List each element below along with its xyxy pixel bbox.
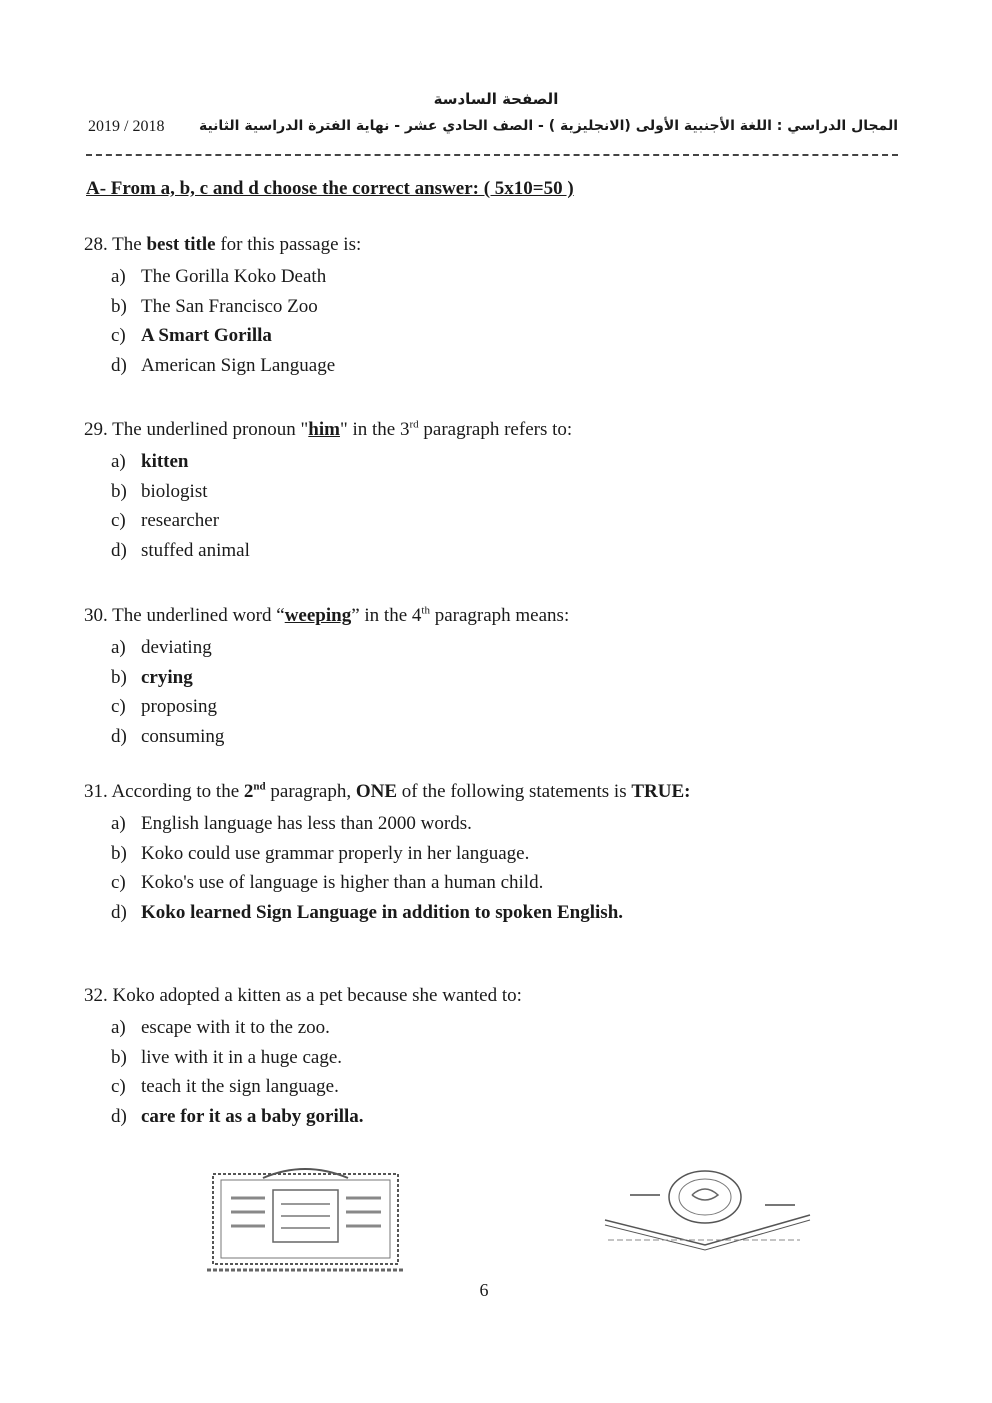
stem-text: The underlined word “ — [112, 605, 285, 626]
question-32 — [84, 984, 522, 1131]
option-label: d) — [111, 539, 127, 561]
option-b[interactable] — [111, 839, 690, 869]
ministry-stamp-left — [203, 1160, 408, 1275]
subject-header — [88, 118, 898, 134]
question-stem — [84, 418, 572, 442]
option-label: b) — [111, 480, 127, 502]
stem-emphasis: ONE — [355, 781, 398, 802]
page-label-arabic: الصفحة السادسة — [433, 90, 559, 108]
option-label: c) — [111, 1076, 126, 1097]
stem-text: " in the 3 — [339, 419, 410, 440]
option-label: d) — [111, 1105, 127, 1127]
option-text: stuffed animal — [141, 539, 250, 561]
option-text: The Gorilla Koko Death — [141, 266, 327, 287]
question-stem — [84, 604, 569, 628]
stem-text: paragraph refers to: — [418, 419, 573, 440]
option-text: consuming — [141, 725, 225, 747]
option-text: crying — [141, 666, 193, 688]
option-label: a) — [111, 637, 126, 658]
option-c[interactable] — [111, 506, 572, 536]
ordinal-suffix: nd — [253, 780, 266, 793]
options-list — [84, 447, 572, 565]
option-a[interactable] — [111, 809, 690, 839]
page-number: 6 — [479, 1280, 489, 1300]
option-text: kitten — [141, 451, 189, 472]
question-number: 29. — [84, 419, 108, 440]
option-label: a) — [111, 813, 126, 834]
stem-text: According to the — [111, 781, 244, 802]
options-list — [84, 633, 569, 751]
option-label: c) — [111, 872, 126, 893]
question-stem — [84, 233, 361, 257]
option-label: b) — [111, 1046, 127, 1068]
option-text: live with it in a huge cage. — [141, 1046, 343, 1068]
question-number: 28. — [84, 234, 108, 255]
academic-year: 2019 / 2018 — [88, 118, 165, 135]
option-b[interactable] — [111, 1043, 522, 1073]
underlined-word: him — [308, 419, 340, 440]
option-d[interactable] — [111, 898, 690, 928]
question-28 — [84, 233, 361, 380]
option-text: teach it the sign language. — [141, 1076, 339, 1097]
options-list — [84, 809, 690, 927]
option-c[interactable] — [111, 1072, 522, 1102]
option-label: a) — [111, 451, 126, 472]
option-text: Koko learned Sign Language in addition to spoken English. — [141, 901, 624, 923]
option-d[interactable] — [111, 1102, 522, 1132]
ordinal-number: 2 — [243, 781, 254, 802]
header-divider — [86, 154, 898, 156]
options-list — [84, 262, 361, 380]
option-text: English language has less than 2000 words. — [141, 813, 472, 834]
option-label: c) — [111, 325, 126, 346]
question-stem — [84, 780, 690, 804]
option-label: b) — [111, 666, 127, 688]
option-text: deviating — [141, 637, 212, 658]
option-label: c) — [111, 696, 126, 717]
option-label: b) — [111, 295, 127, 317]
options-list — [84, 1013, 522, 1131]
option-text: researcher — [141, 510, 220, 531]
option-b[interactable] — [111, 477, 572, 507]
option-text: Koko could use grammar properly in her language. — [141, 842, 530, 864]
question-30 — [84, 604, 569, 751]
stem-text: ” in the 4 — [351, 605, 422, 626]
option-c[interactable] — [111, 868, 690, 898]
option-text: escape with it to the zoo. — [141, 1017, 330, 1038]
stem-text: paragraph, — [265, 781, 356, 802]
option-label: c) — [111, 510, 126, 531]
stem-text: paragraph means: — [429, 605, 570, 626]
option-label: a) — [111, 1017, 126, 1038]
underlined-word: weeping — [284, 605, 352, 626]
option-c[interactable] — [111, 692, 569, 722]
stem-text: Koko adopted a kitten as a pet because she wanted to: — [112, 985, 522, 1006]
stem-text: of the following statements is — [397, 781, 632, 802]
question-31 — [84, 780, 690, 927]
option-text: The San Francisco Zoo — [141, 295, 318, 317]
option-a[interactable] — [111, 262, 361, 292]
ordinal-suffix: rd — [409, 418, 419, 431]
option-text: care for it as a baby gorilla. — [141, 1105, 364, 1127]
question-stem — [84, 984, 522, 1008]
question-29 — [84, 418, 572, 565]
option-a[interactable] — [111, 633, 569, 663]
ordinal-suffix: th — [421, 604, 430, 617]
option-d[interactable] — [111, 722, 569, 752]
option-text: A Smart Gorilla — [141, 325, 272, 346]
option-b[interactable] — [111, 663, 569, 693]
stem-text: The — [112, 234, 147, 255]
option-label: d) — [111, 725, 127, 747]
stem-emphasis: best title — [146, 234, 216, 255]
option-label: d) — [111, 354, 127, 376]
question-number: 31. — [84, 781, 108, 802]
question-number: 32. — [84, 985, 108, 1006]
question-number: 30. — [84, 605, 108, 626]
option-c[interactable] — [111, 321, 361, 351]
stem-emphasis: TRUE: — [631, 781, 691, 802]
option-a[interactable] — [111, 447, 572, 477]
option-text: biologist — [141, 480, 208, 502]
stem-text: The underlined pronoun " — [112, 419, 309, 440]
option-d[interactable] — [111, 536, 572, 566]
option-text: Koko's use of language is higher than a human child. — [141, 872, 544, 893]
option-text: proposing — [141, 696, 217, 717]
option-d[interactable] — [111, 351, 361, 381]
ministry-stamp-right — [600, 1165, 815, 1260]
subject-line-arabic: المجال الدراسي : اللغة الأجنبية الأولى (الانجليزية ) - الصف الحادي عشر - نهاية الفترة الدراسية الثانية — [198, 118, 898, 134]
option-b[interactable] — [111, 292, 361, 322]
option-a[interactable] — [111, 1013, 522, 1043]
section-title: A- From a, b, c and d choose the correct answer: ( 5x10=50 ) — [86, 178, 574, 199]
option-label: a) — [111, 266, 126, 287]
option-label: b) — [111, 842, 127, 864]
option-label: d) — [111, 901, 127, 923]
stem-text: for this passage is: — [215, 234, 362, 255]
option-text: American Sign Language — [141, 354, 336, 376]
